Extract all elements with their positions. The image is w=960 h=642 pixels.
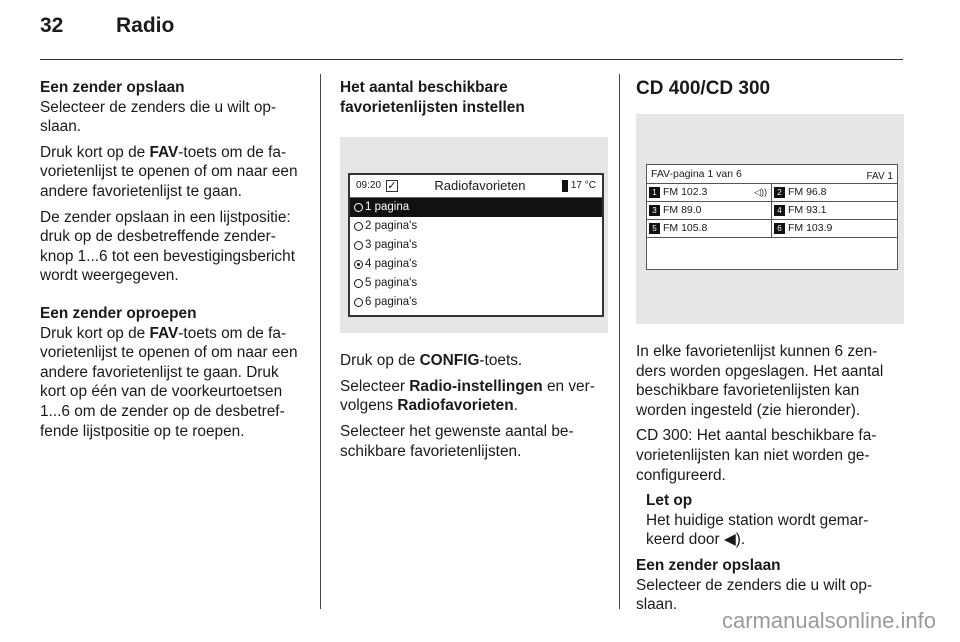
- section-heading: Een zender oproepen: [40, 304, 197, 322]
- preset-cell: 3 FM 89.0: [647, 202, 772, 220]
- clock: 09:20: [356, 180, 382, 192]
- paragraph: Druk kort op de FAV-toets om de fa-vorietenlijst te openen of om naar een andere favorietenlijst te gaan.: [40, 143, 298, 200]
- check-icon: ✓: [387, 180, 397, 193]
- preset-cell: 5 FM 105.8: [647, 220, 772, 238]
- list-item: 6 pagina's: [350, 293, 602, 312]
- page-number: 32: [40, 14, 64, 37]
- radio-favorites-screen: [340, 137, 608, 333]
- list-item: 4 pagina's: [350, 255, 602, 274]
- paragraph: Druk op de CONFIG-toets.: [340, 352, 523, 370]
- paragraph: De zender opslaan in een lijstpositie: druk op de desbetreffende zender-knop 1...6 tot een bevestigingsbericht wordt weergegeven.: [40, 208, 295, 285]
- radio-selected-icon: [354, 260, 363, 269]
- page-header: [40, 14, 174, 38]
- key-label: FAV: [149, 324, 179, 342]
- paragraph: Druk kort op de FAV-toets om de fa-vorietenlijst te openen of om naar een andere favorietenlijst te gaan. Druk kort op één van de voorkeurtoetsen 1...6 om de zender op de desbetref-fende lijstpositie op te roepen.: [40, 324, 298, 440]
- page-title: Radio: [116, 14, 175, 37]
- section-title: CD 400/CD 300: [636, 78, 771, 99]
- section-heading: Een zender opslaan: [40, 79, 185, 96]
- screen-title: Radiofavorieten: [434, 178, 526, 194]
- paragraph: Selecteer de zenders die u wilt op-slaan.: [40, 98, 277, 136]
- paragraph: In elke favorietenlijst kunnen 6 zen-ders worden opgeslagen. Het aantal beschikbare favorietenlijsten kan worden ingesteld (zie hieronder).: [636, 343, 884, 419]
- temperature: 17 °C: [570, 180, 596, 192]
- list-item: 2 pagina's: [350, 217, 602, 236]
- fav-page-screen: [636, 114, 904, 324]
- speaker-icon: ◁)): [754, 187, 767, 197]
- watermark: carmanualsonline.info: [721, 608, 936, 633]
- radio-icon: [354, 279, 363, 288]
- header-rule: [40, 59, 903, 60]
- note-box: Let op Het huidige station wordt gemar-keerd door ◀).: [636, 491, 904, 550]
- column-1: [40, 78, 308, 447]
- column-divider-1: [320, 74, 321, 609]
- column-divider-2: [619, 74, 620, 609]
- list-item: 1 pagina: [350, 198, 602, 217]
- radio-icon: [354, 241, 363, 250]
- preset-cell: 4 FM 93.1: [772, 202, 897, 220]
- screen-title: FAV-pagina 1 van 6: [651, 168, 742, 180]
- speaker-icon: ◀): [723, 531, 741, 549]
- radio-icon: [354, 298, 363, 307]
- column-2: [340, 78, 608, 467]
- preset-cell: 1 FM 102.3 ◁)): [647, 184, 772, 202]
- paragraph: Selecteer de zenders die u wilt op-slaan.: [636, 576, 873, 614]
- preset-cell: 6 FM 103.9: [772, 220, 897, 238]
- fav-tag: FAV 1: [866, 171, 893, 182]
- preset-cell: 2 FM 96.8: [772, 184, 897, 202]
- list-item: 3 pagina's: [350, 236, 602, 255]
- paragraph: Selecteer Radio-instellingen en ver-volgens Radiofavorieten.: [340, 377, 595, 415]
- note-title: Let op: [646, 492, 693, 510]
- radio-icon: [354, 203, 363, 212]
- section-heading: Een zender opslaan: [636, 556, 781, 574]
- section-heading: Het aantal beschikbare favorietenlijsten instellen: [340, 79, 525, 116]
- column-3: [636, 78, 904, 621]
- radio-icon: [354, 222, 363, 231]
- list-item: 5 pagina's: [350, 274, 602, 293]
- thermometer-icon: [562, 180, 568, 192]
- paragraph: Selecteer het gewenste aantal be-schikbare favorietenlijsten.: [340, 422, 574, 460]
- key-label: FAV: [149, 143, 179, 161]
- paragraph: CD 300: Het aantal beschikbare fa-vorietenlijsten kan niet worden ge-configureerd.: [636, 427, 877, 484]
